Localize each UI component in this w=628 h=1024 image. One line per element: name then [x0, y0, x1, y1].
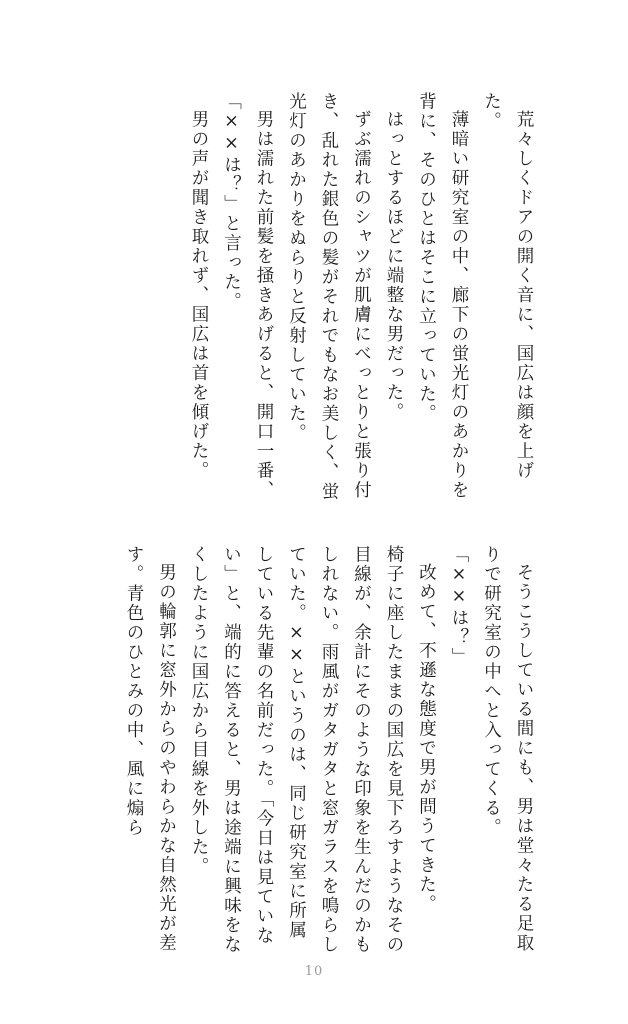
paragraph: 荒々しくドアの開く音に、国広は顔を上げた。 [481, 92, 534, 480]
text-block-bottom [118, 545, 541, 955]
paragraph: 男の輪郭に窓外からのやわらかな自然光が差す。青色のひとみの中、風に煽ら [124, 545, 177, 953]
paragraph: 男は濡れた前髪を掻きあげると、開口一番、「××は？」と言った。 [221, 92, 274, 500]
paragraph: 薄暗い研究室の中、廊下の蛍光灯のあかりを背に、そのひとはそこに立っていた。 [416, 92, 469, 500]
paragraph: はっとするほどに端整な男だった。 [384, 109, 404, 422]
paragraph: 「××は？」 [449, 545, 469, 667]
text-block-top [183, 92, 541, 502]
paragraph: ずぶ濡れのシャツが肌膚にべっとりと張り付き、乱れた銀色の髪がそれでもなお美しく、蛍光灯のあかりをぬらりと反射していた。 [286, 92, 372, 502]
paragraph: 改めて、不遜な態度で男が問うてきた。 [416, 562, 437, 914]
paragraph: そうこうしている間にも、男は堂々たる足取りで研究室の中へと入ってくる。 [481, 545, 534, 953]
page-number: 10 [304, 964, 324, 979]
paragraph: 男の声が聞き取れず、国広は首を傾げた。 [189, 109, 209, 480]
paragraph: 椅子に座したままの国広を見下ろすようなその目線が、余計にそのような印象を生んだのかもしれない。雨風がガタガタと窓ガラスを鳴らしていた。××というのは、同じ研究室に所属している先輩の名前だった。「今日は見ていない」と、端的に答えると、男は途端に興味をなくしたように国広から目線を外した。 [189, 545, 404, 955]
